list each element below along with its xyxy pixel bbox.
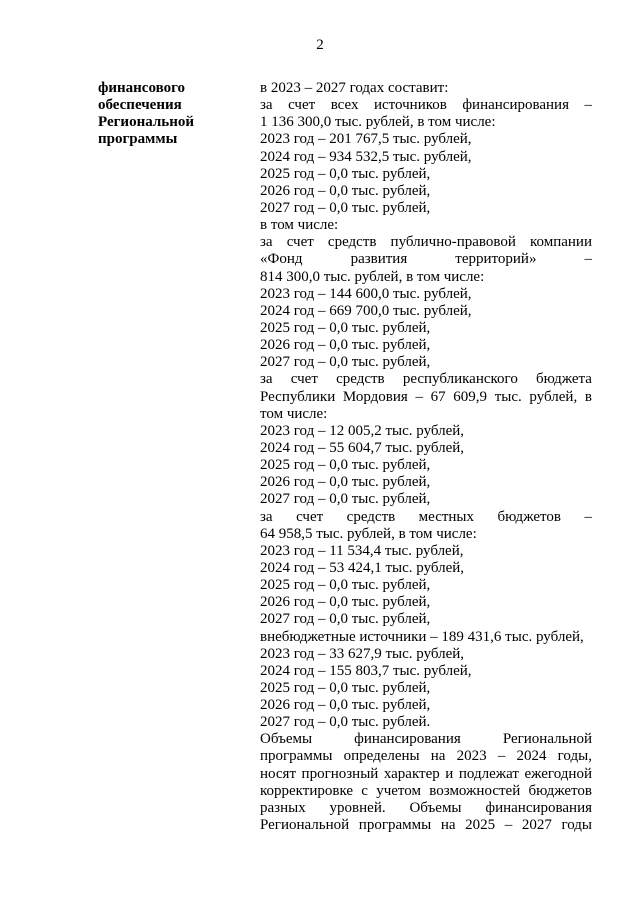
text-word: ежегодной: [524, 765, 592, 782]
text-line: [260, 629, 592, 646]
text-word: программы: [260, 748, 333, 765]
text-word: 2025 год – 0,0 тыс. рублей,: [260, 679, 431, 696]
text-word: счет: [290, 371, 318, 388]
text-line: [260, 474, 592, 491]
text-word: –: [504, 817, 513, 834]
text-word: 2027 год – 0,0 тыс. рублей,: [260, 611, 431, 628]
text-line: [260, 731, 592, 748]
text-word: 2024 год – 934 532,5 тыс. рублей,: [260, 148, 472, 165]
text-line: [260, 97, 592, 114]
heading-line: программы: [98, 131, 178, 148]
text-line: [260, 611, 592, 628]
text-word: в: [584, 388, 592, 405]
text-word: 2024 год – 669 700,0 тыс. рублей,: [260, 302, 472, 319]
text-word: подлежат: [458, 765, 519, 782]
text-word: бюджета: [536, 371, 592, 388]
text-line: [260, 337, 592, 354]
text-word: рублей,: [529, 388, 578, 405]
text-word: 2023 год – 144 600,0 тыс. рублей,: [260, 285, 472, 302]
text-line: [260, 577, 592, 594]
text-word: –: [497, 748, 506, 765]
text-word: уровней.: [329, 799, 386, 816]
text-word: 609,9: [453, 388, 488, 405]
text-word: средств: [327, 234, 377, 251]
text-word: Объемы: [260, 731, 313, 748]
text-line: [260, 457, 592, 474]
text-line: [260, 251, 592, 268]
text-word: Региональной: [260, 817, 350, 834]
text-line: [260, 509, 592, 526]
text-word: разных: [260, 799, 306, 816]
text-line: [260, 680, 592, 697]
text-word: республиканского: [402, 371, 518, 388]
text-word: «Фонд: [260, 251, 303, 268]
text-word: внебюджетные источники – 189 431,6 тыс. рублей,: [260, 628, 584, 645]
text-line: [260, 594, 592, 611]
text-word: тыс.: [494, 388, 522, 405]
text-line: [260, 114, 592, 131]
text-word: 2026 год – 0,0 тыс. рублей,: [260, 182, 431, 199]
text-line: [260, 149, 592, 166]
text-word: 2027 год – 0,0 тыс. рублей,: [260, 491, 431, 508]
text-word: на: [440, 817, 456, 834]
text-word: территорий»: [455, 251, 537, 268]
text-line: [260, 783, 592, 800]
text-line: [260, 406, 592, 423]
text-line: [260, 131, 592, 148]
text-word: счет: [286, 234, 314, 251]
heading-line: финансового: [98, 80, 186, 96]
financing-text: [260, 80, 592, 834]
section-heading: [98, 80, 248, 149]
text-word: финансирования: [462, 97, 569, 114]
text-line: [260, 269, 592, 286]
text-line: [260, 800, 592, 817]
text-word: за: [260, 508, 273, 525]
text-word: 2024 год – 155 803,7 тыс. рублей,: [260, 662, 472, 679]
text-word: 2024 год – 53 424,1 тыс. рублей,: [260, 559, 465, 576]
text-word: финансирования: [354, 731, 461, 748]
text-word: за: [260, 97, 273, 114]
text-word: 2026 год – 0,0 тыс. рублей,: [260, 594, 431, 611]
text-word: на: [430, 748, 446, 765]
text-word: носят: [260, 765, 297, 782]
page-number: 2: [316, 37, 324, 53]
text-line: [260, 714, 592, 731]
text-word: за: [260, 234, 273, 251]
text-line: [260, 371, 592, 388]
text-line: [260, 663, 592, 680]
text-word: бюджетов: [497, 508, 561, 525]
text-word: 2023 год – 11 534,4 тыс. рублей,: [260, 542, 464, 559]
text-word: 2025 год – 0,0 тыс. рублей,: [260, 457, 431, 474]
text-word: 2025 год – 0,0 тыс. рублей,: [260, 577, 431, 594]
text-word: всех: [330, 97, 359, 114]
text-word: 2023: [456, 748, 487, 765]
text-word: годы,: [557, 748, 592, 765]
text-word: 2027 год – 0,0 тыс. рублей.: [260, 714, 431, 731]
text-line: [260, 286, 592, 303]
text-line: [260, 748, 592, 765]
text-word: учетом: [376, 782, 421, 799]
text-word: 2023 год – 33 627,9 тыс. рублей,: [260, 645, 465, 662]
text-word: источников: [373, 97, 447, 114]
text-line: [260, 560, 592, 577]
text-line: [260, 200, 592, 217]
text-word: Республики: [260, 388, 336, 405]
text-word: 2023 год – 201 767,5 тыс. рублей,: [260, 131, 472, 148]
text-word: бюджетов: [528, 782, 592, 799]
text-word: 2024 год – 55 604,7 тыс. рублей,: [260, 439, 465, 456]
text-word: 2026 год – 0,0 тыс. рублей,: [260, 337, 431, 354]
text-word: годы: [561, 817, 592, 834]
text-line: [260, 354, 592, 371]
text-word: 2027: [521, 817, 552, 834]
text-line: [260, 166, 592, 183]
text-word: 1 136 300,0 тыс. рублей, в том числе:: [260, 114, 496, 131]
text-line: [260, 217, 592, 234]
text-word: определены: [343, 748, 420, 765]
text-word: публично-правовой: [390, 234, 516, 251]
text-line: [260, 697, 592, 714]
text-word: местных: [418, 508, 475, 525]
text-word: 2026 год – 0,0 тыс. рублей,: [260, 697, 431, 714]
text-word: 2026 год – 0,0 тыс. рублей,: [260, 474, 431, 491]
text-word: 2023 год – 12 005,2 тыс. рублей,: [260, 422, 465, 439]
text-word: компании: [529, 234, 592, 251]
text-word: Региональной: [502, 731, 592, 748]
text-line: [260, 491, 592, 508]
text-word: 814 300,0 тыс. рублей, в том числе:: [260, 268, 485, 285]
text-line: [260, 526, 592, 543]
text-word: прогнозный: [301, 765, 379, 782]
text-word: 67: [430, 388, 446, 405]
text-word: –: [415, 388, 423, 405]
text-word: счет: [288, 97, 316, 114]
text-word: Объемы: [409, 799, 462, 816]
text-word: характер: [383, 765, 440, 782]
text-word: в том числе:: [260, 217, 339, 234]
text-word: за: [260, 371, 273, 388]
text-line: [260, 766, 592, 783]
text-line: [260, 817, 592, 834]
text-word: счет: [296, 508, 324, 525]
text-line: [260, 646, 592, 663]
text-line: [260, 234, 592, 251]
text-word: –: [584, 97, 592, 114]
text-line: [260, 80, 592, 97]
text-word: том числе:: [260, 405, 328, 422]
text-word: 2025 год – 0,0 тыс. рублей,: [260, 165, 431, 182]
text-word: корректировке: [260, 782, 354, 799]
text-word: Мордовия: [342, 388, 408, 405]
text-word: с: [361, 782, 368, 799]
text-word: средств: [346, 508, 396, 525]
text-word: 2027 год – 0,0 тыс. рублей,: [260, 354, 431, 371]
text-word: 2027 год – 0,0 тыс. рублей,: [260, 199, 431, 216]
text-word: –: [584, 508, 592, 525]
text-word: возможностей: [429, 782, 521, 799]
text-line: [260, 320, 592, 337]
text-word: в 2023 – 2027 годах составит:: [260, 80, 449, 96]
text-line: [260, 543, 592, 560]
text-word: финансирования: [485, 799, 592, 816]
text-word: 2025: [465, 817, 496, 834]
text-word: развития: [350, 251, 408, 268]
text-word: –: [584, 251, 592, 268]
text-line: [260, 440, 592, 457]
text-line: [260, 423, 592, 440]
heading-line: обеспечения: [98, 97, 182, 114]
text-line: [260, 389, 592, 406]
text-word: программы: [358, 817, 432, 834]
text-word: 2024: [516, 748, 547, 765]
text-line: [260, 183, 592, 200]
heading-line: Региональной: [98, 114, 194, 131]
text-word: средств: [336, 371, 385, 388]
text-word: и: [445, 765, 454, 782]
text-word: 2025 год – 0,0 тыс. рублей,: [260, 319, 431, 336]
text-word: 64 958,5 тыс. рублей, в том числе:: [260, 525, 477, 542]
text-line: [260, 303, 592, 320]
